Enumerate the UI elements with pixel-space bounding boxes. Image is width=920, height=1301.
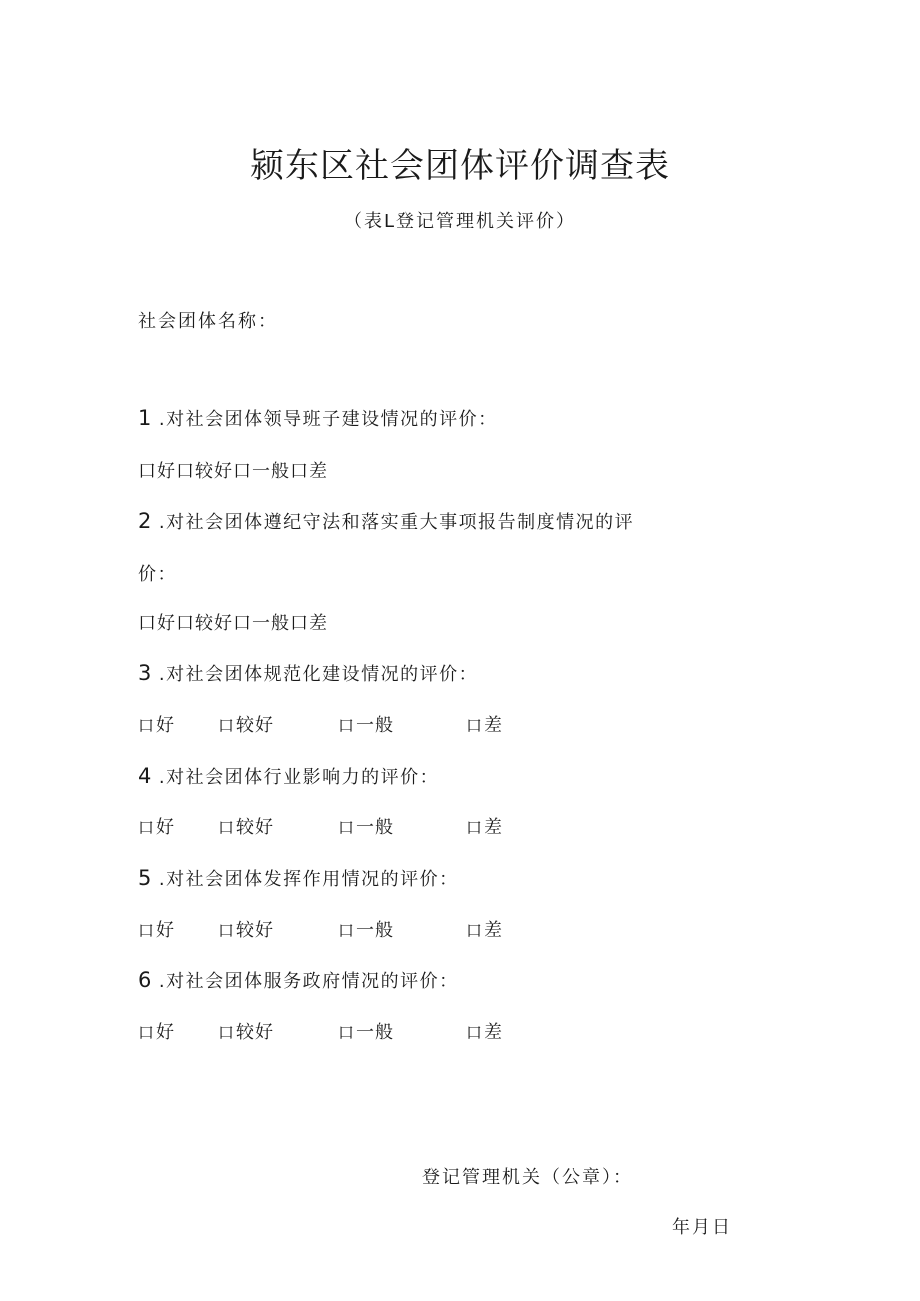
- option-good[interactable]: 口好: [138, 715, 176, 736]
- checkbox-icon[interactable]: 口: [138, 716, 156, 735]
- checkbox-icon[interactable]: 口: [218, 716, 236, 735]
- checkbox-icon[interactable]: 口: [466, 818, 484, 837]
- option-poor[interactable]: 口差: [466, 817, 504, 838]
- option-poor[interactable]: 口差: [466, 715, 504, 736]
- checkbox-icon[interactable]: 口: [218, 1023, 236, 1042]
- option-good[interactable]: 口好: [138, 817, 176, 838]
- question-text: .对社会团体遵纪守法和落实重大事项报告制度情况的评: [158, 512, 635, 533]
- question-4-options: [0, 813, 920, 839]
- option-good[interactable]: 口好: [138, 920, 176, 941]
- option-average[interactable]: 口一般: [338, 817, 395, 838]
- option-good[interactable]: 口好: [138, 1022, 176, 1043]
- option-fairly-good[interactable]: 口较好: [218, 920, 275, 941]
- question-text: .对社会团体服务政府情况的评价：: [158, 971, 459, 992]
- option-fairly-good[interactable]: 口较好: [218, 715, 275, 736]
- question-6: [138, 967, 459, 993]
- checkbox-icon[interactable]: 口: [338, 716, 356, 735]
- question-2-continuation: 价：: [138, 564, 177, 585]
- question-1: [138, 405, 498, 431]
- option-poor[interactable]: 口差: [466, 920, 504, 941]
- checkbox-icon[interactable]: 口: [138, 818, 156, 837]
- checkbox-icon[interactable]: 口: [138, 1023, 156, 1042]
- question-number: 3: [138, 661, 153, 685]
- checkbox-icon[interactable]: 口: [218, 921, 236, 940]
- checkbox-icon[interactable]: 口: [338, 818, 356, 837]
- question-number: 1: [138, 406, 153, 430]
- question-2: [138, 508, 634, 534]
- org-name-label: 社会团体名称：: [138, 311, 278, 332]
- question-number: 4: [138, 764, 153, 788]
- question-2-options: 口好口较好口一般口差: [138, 613, 328, 634]
- option-poor[interactable]: 口差: [466, 1022, 504, 1043]
- date-label: 年月日: [672, 1217, 732, 1238]
- option-average[interactable]: 口一般: [338, 715, 395, 736]
- question-text: .对社会团体发挥作用情况的评价：: [158, 869, 459, 890]
- checkbox-icon[interactable]: 口: [338, 921, 356, 940]
- question-5-options: [0, 916, 920, 942]
- question-3-options: [0, 711, 920, 737]
- checkbox-icon[interactable]: 口: [466, 1023, 484, 1042]
- question-text: .对社会团体行业影响力的评价：: [158, 767, 440, 788]
- checkbox-icon[interactable]: 口: [218, 818, 236, 837]
- question-number: 6: [138, 968, 153, 992]
- checkbox-icon[interactable]: 口: [138, 921, 156, 940]
- option-fairly-good[interactable]: 口较好: [218, 1022, 275, 1043]
- question-text: .对社会团体规范化建设情况的评价：: [158, 664, 479, 685]
- question-3: [138, 660, 478, 686]
- checkbox-icon[interactable]: 口: [466, 716, 484, 735]
- question-6-options: [0, 1018, 920, 1044]
- question-number: 5: [138, 866, 153, 890]
- document-subtitle: （表L登记管理机关评价）: [343, 211, 577, 232]
- question-text: .对社会团体领导班子建设情况的评价：: [158, 409, 498, 430]
- question-5: [138, 865, 459, 891]
- option-fairly-good[interactable]: 口较好: [218, 817, 275, 838]
- document-title: 颍东区社会团体评价调查表: [250, 146, 670, 186]
- question-4: [138, 763, 439, 789]
- question-1-options: 口好口较好口一般口差: [138, 461, 328, 482]
- checkbox-icon[interactable]: 口: [466, 921, 484, 940]
- signature-label: 登记管理机关（公章）：: [422, 1167, 633, 1188]
- checkbox-icon[interactable]: 口: [338, 1023, 356, 1042]
- question-number: 2: [138, 509, 153, 533]
- option-average[interactable]: 口一般: [338, 1022, 395, 1043]
- option-average[interactable]: 口一般: [338, 920, 395, 941]
